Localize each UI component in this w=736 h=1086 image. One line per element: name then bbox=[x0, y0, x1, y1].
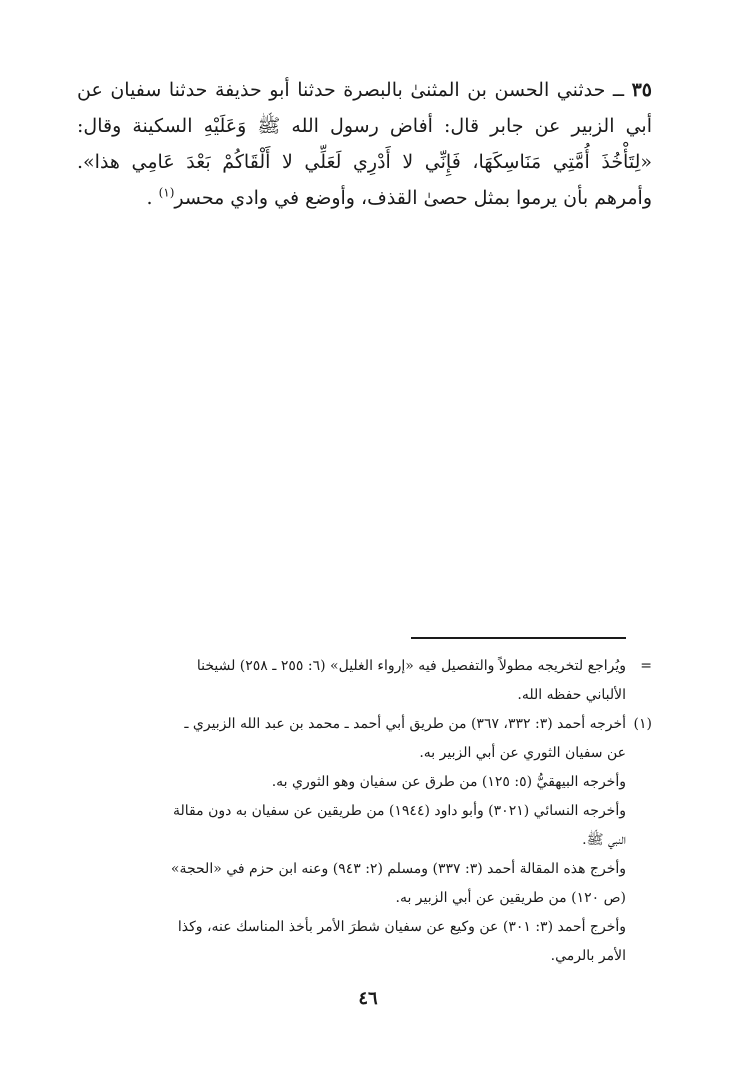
footnote-line: وأخرجه النسائي (٣٠٢١) وأبو داود (١٩٤٤) من طريقين عن سفيان به دون مقالة bbox=[173, 803, 626, 819]
footnote-line: عن سفيان الثوري عن أبي الزبير به. bbox=[419, 745, 626, 761]
footnote-reference[interactable]: (١) bbox=[158, 185, 175, 200]
hadith-dash: ــ bbox=[612, 79, 625, 101]
footnote-line: وأخرج هذه المقالة أحمد (٣: ٣٣٧) ومسلم (٢: ٩٤٣) وعنه ابن حزم في «الحجة» bbox=[170, 861, 626, 877]
footnote-line: (ص ١٢٠) من طريقين عن أبي الزبير به. bbox=[395, 890, 626, 906]
footnote-marker: = bbox=[640, 658, 652, 674]
footnote-line: وأخرجه البيهقيُّ (٥: ١٢٥) من طرق عن سفيان وهو الثوري به. bbox=[271, 774, 626, 790]
hadith-text-block bbox=[77, 72, 652, 216]
footnote-line: النبي ﷺ. bbox=[582, 832, 626, 848]
footnote-continuation bbox=[72, 652, 652, 710]
hadith-paragraph bbox=[77, 72, 652, 216]
footnote-line: ويُراجع لتخريجه مطولاً والتفصيل فيه «إرواء الغليل» (٦: ٢٥٥ ـ ٢٥٨) لشيخنا bbox=[196, 658, 626, 674]
footnote-line: الألباني حفظه الله. bbox=[517, 687, 626, 703]
hadith-number: ٣٥ bbox=[631, 79, 653, 101]
footnotes-section bbox=[72, 652, 652, 971]
footnote-line: وأخرج أحمد (٣: ٣٠١) عن وكيع عن سفيان شطرَ الأمر بأخذ المناسك عنه، وكذا bbox=[177, 919, 626, 935]
footnote-marker: (١) bbox=[633, 716, 652, 732]
hadith-body: حدثني الحسن بن المثنىٰ بالبصرة حدثنا أبو حذيفة حدثنا سفيان عن أبي الزبير عن جابر قال: أفاض رسول الله ﷺ وَعَلَيْهِ السكينة وقال: «لِتَأْخُذَ أُمَّتِي مَنَاسِكَهَا، فَإِنِّي لا أَدْرِي لَعَلِّي لا أَلْقَاكُمْ بَعْدَ عَامِي هذا». وأمرهم بأن يرموا بمثل حصىٰ القذف، وأوضع في وادي محسر bbox=[77, 79, 652, 209]
footnote-line: الأمر بالرمي. bbox=[550, 948, 626, 964]
page-number: ٤٦ bbox=[358, 988, 378, 1009]
footnote-separator-rule bbox=[411, 637, 626, 639]
footnote-1 bbox=[72, 710, 652, 971]
hadith-end-punct: . bbox=[146, 187, 153, 209]
footnote-line: أخرجه أحمد (٣: ٣٣٢، ٣٦٧) من طريق أبي أحمد ـ محمد بن عبد الله الزبيري ـ bbox=[184, 716, 626, 732]
